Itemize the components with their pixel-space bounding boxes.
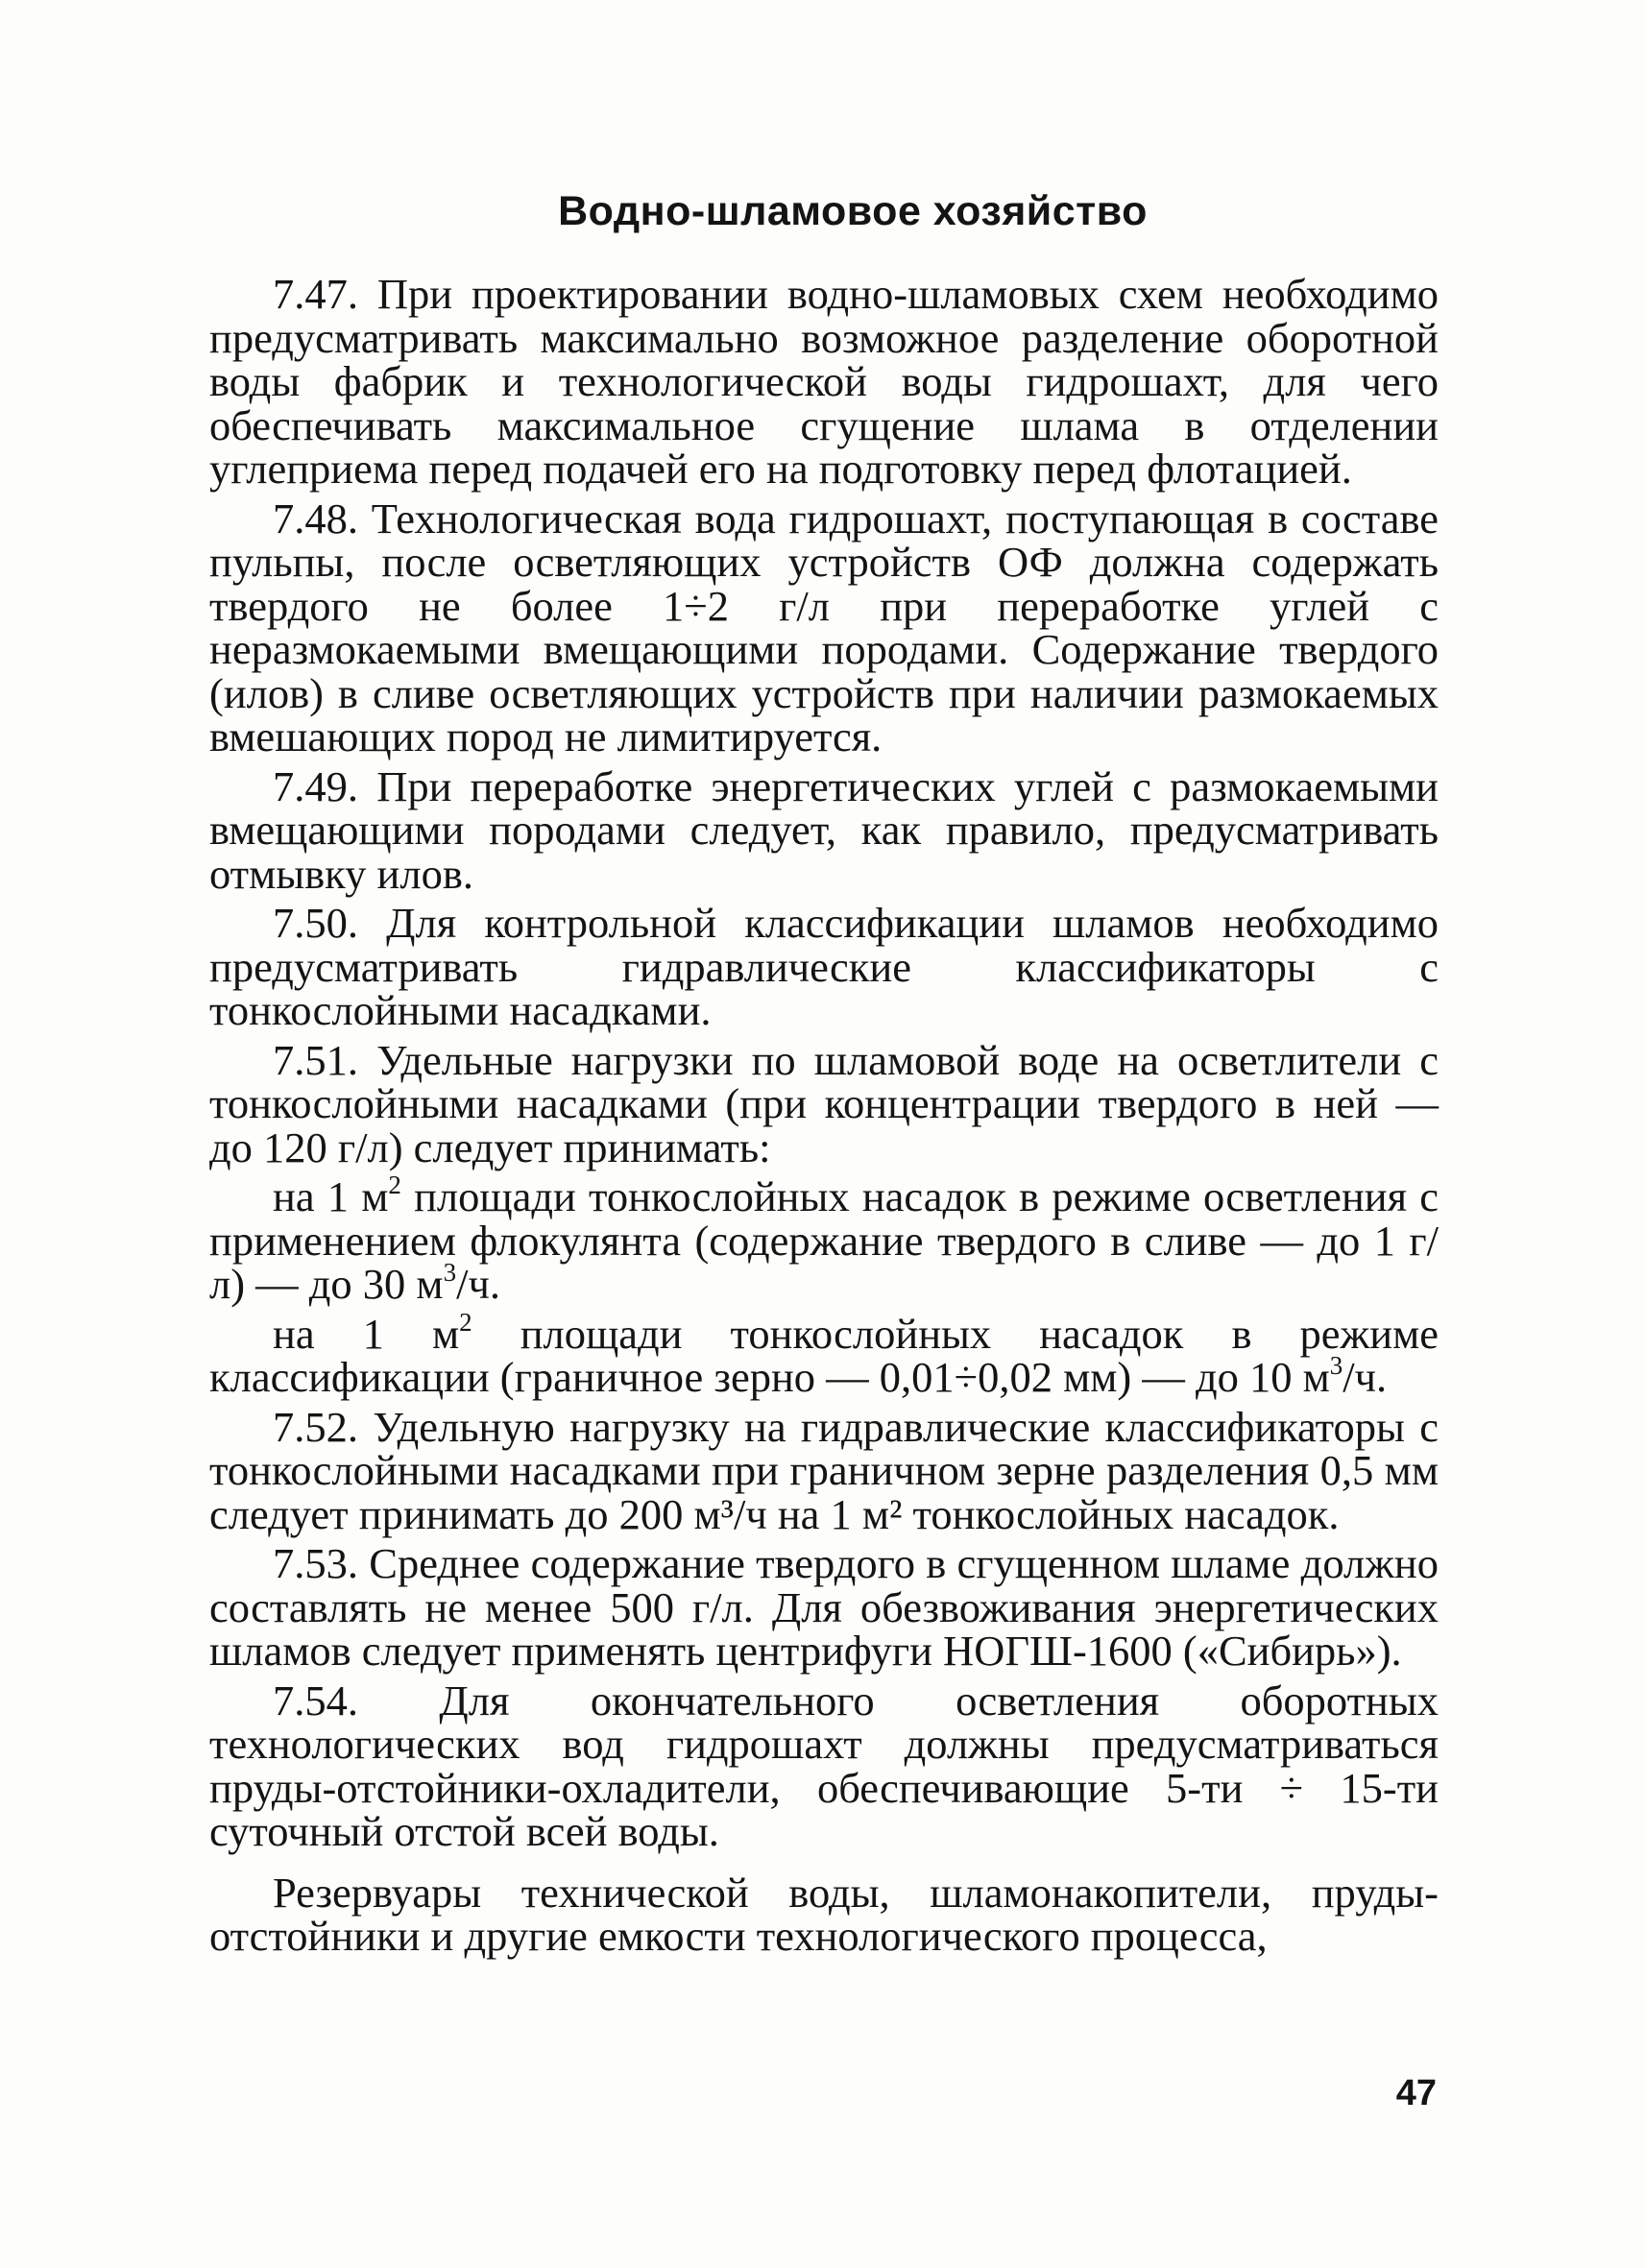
superscript: 3: [1329, 1351, 1343, 1380]
sub-item-text: /ч.: [456, 1260, 500, 1308]
paragraph-7-51: 7.51. Удельные нагрузки по шламовой воде на осветлители с тонкослойными насадками (при концентрации твердого в ней — до 120 г/л) следует принимать:: [209, 1035, 1439, 1171]
paragraph-7-47: 7.47. При проектировании водно-шламовых схем необходимо предусматривать максимально возможное разделение оборотной воды фабрик и технологической воды гидрошахт, для чего обеспечивать максимальное сгущение шлама в отделении углеприема перед подачей его на подготовку перед флотацией.: [209, 270, 1439, 493]
superscript: 2: [388, 1170, 401, 1199]
paragraph-7-52: 7.52. Удельную нагрузку на гидравлические классификаторы с тонкослойными насадками при граничном зерне разделения 0,5 мм следует принимать до 200 м³/ч на 1 м² тонкослойных насадок.: [209, 1402, 1439, 1538]
superscript: 2: [459, 1307, 472, 1337]
paragraph-7-48: 7.48. Технологическая вода гидрошахт, поступающая в составе пульпы, после осветляющих устройств ОФ должна содержать твердого не более 1÷2 г/л при переработке углей с неразмокаемыми вмещающими породами. Содержание твердого (илов) в сливе осветляющих устройств при наличии размокаемых вмешающих пород не лимитируется.: [209, 494, 1439, 760]
sub-item-text: площади тонкослойных насадок в режиме классификации (граничное зерно — 0,01÷0,02 мм) — до 10 м: [209, 1309, 1439, 1401]
page-number: 47: [1395, 2073, 1437, 2113]
paragraph-7-50: 7.50. Для контрольной классификации шламов необходимо предусматривать гидравлические классификаторы с тонкослойными насадками.: [209, 899, 1439, 1034]
sub-item-text: на 1 м: [273, 1172, 389, 1220]
paragraph-7-49: 7.49. При переработке энергетических углей с размокаемыми вмещающими породами следует, как правило, предусматривать отмывку илов.: [209, 761, 1439, 898]
sub-item-text: площади тонкослойных насадок в режиме осветления с применением флокулянта (содержание твердого в сливе — до 1 г/л) — до 30 м: [209, 1172, 1439, 1308]
paragraph-7-54: 7.54. Для окончательного осветления оборотных технологических вод гидрошахт должны предусматриваться пруды-отстойники-охладители, обеспечивающие 5-ти ÷ 15-ти суточный отстой всей воды.: [209, 1676, 1439, 1855]
page-content: [209, 182, 1439, 1959]
sub-item-classification: [209, 1307, 1439, 1401]
sub-item-text: на 1 м: [273, 1309, 460, 1358]
paragraph-reservoirs: Резервуары технической воды, шламонакопители, пруды-отстойники и другие емкости технологического процесса,: [209, 1868, 1439, 1960]
sub-item-clarification: [209, 1170, 1439, 1308]
paragraph-7-53: 7.53. Среднее содержание твердого в сгущенном шламе должно составлять не менее 500 г/л. Для обезвоживания энергетических шламов следует применять центрифуги НОГШ-1600 («Сибирь»).: [209, 1539, 1439, 1675]
superscript: 3: [443, 1258, 457, 1287]
section-heading: Водно-шламовое хозяйство: [558, 188, 1148, 234]
sub-item-text: /ч.: [1343, 1353, 1388, 1401]
